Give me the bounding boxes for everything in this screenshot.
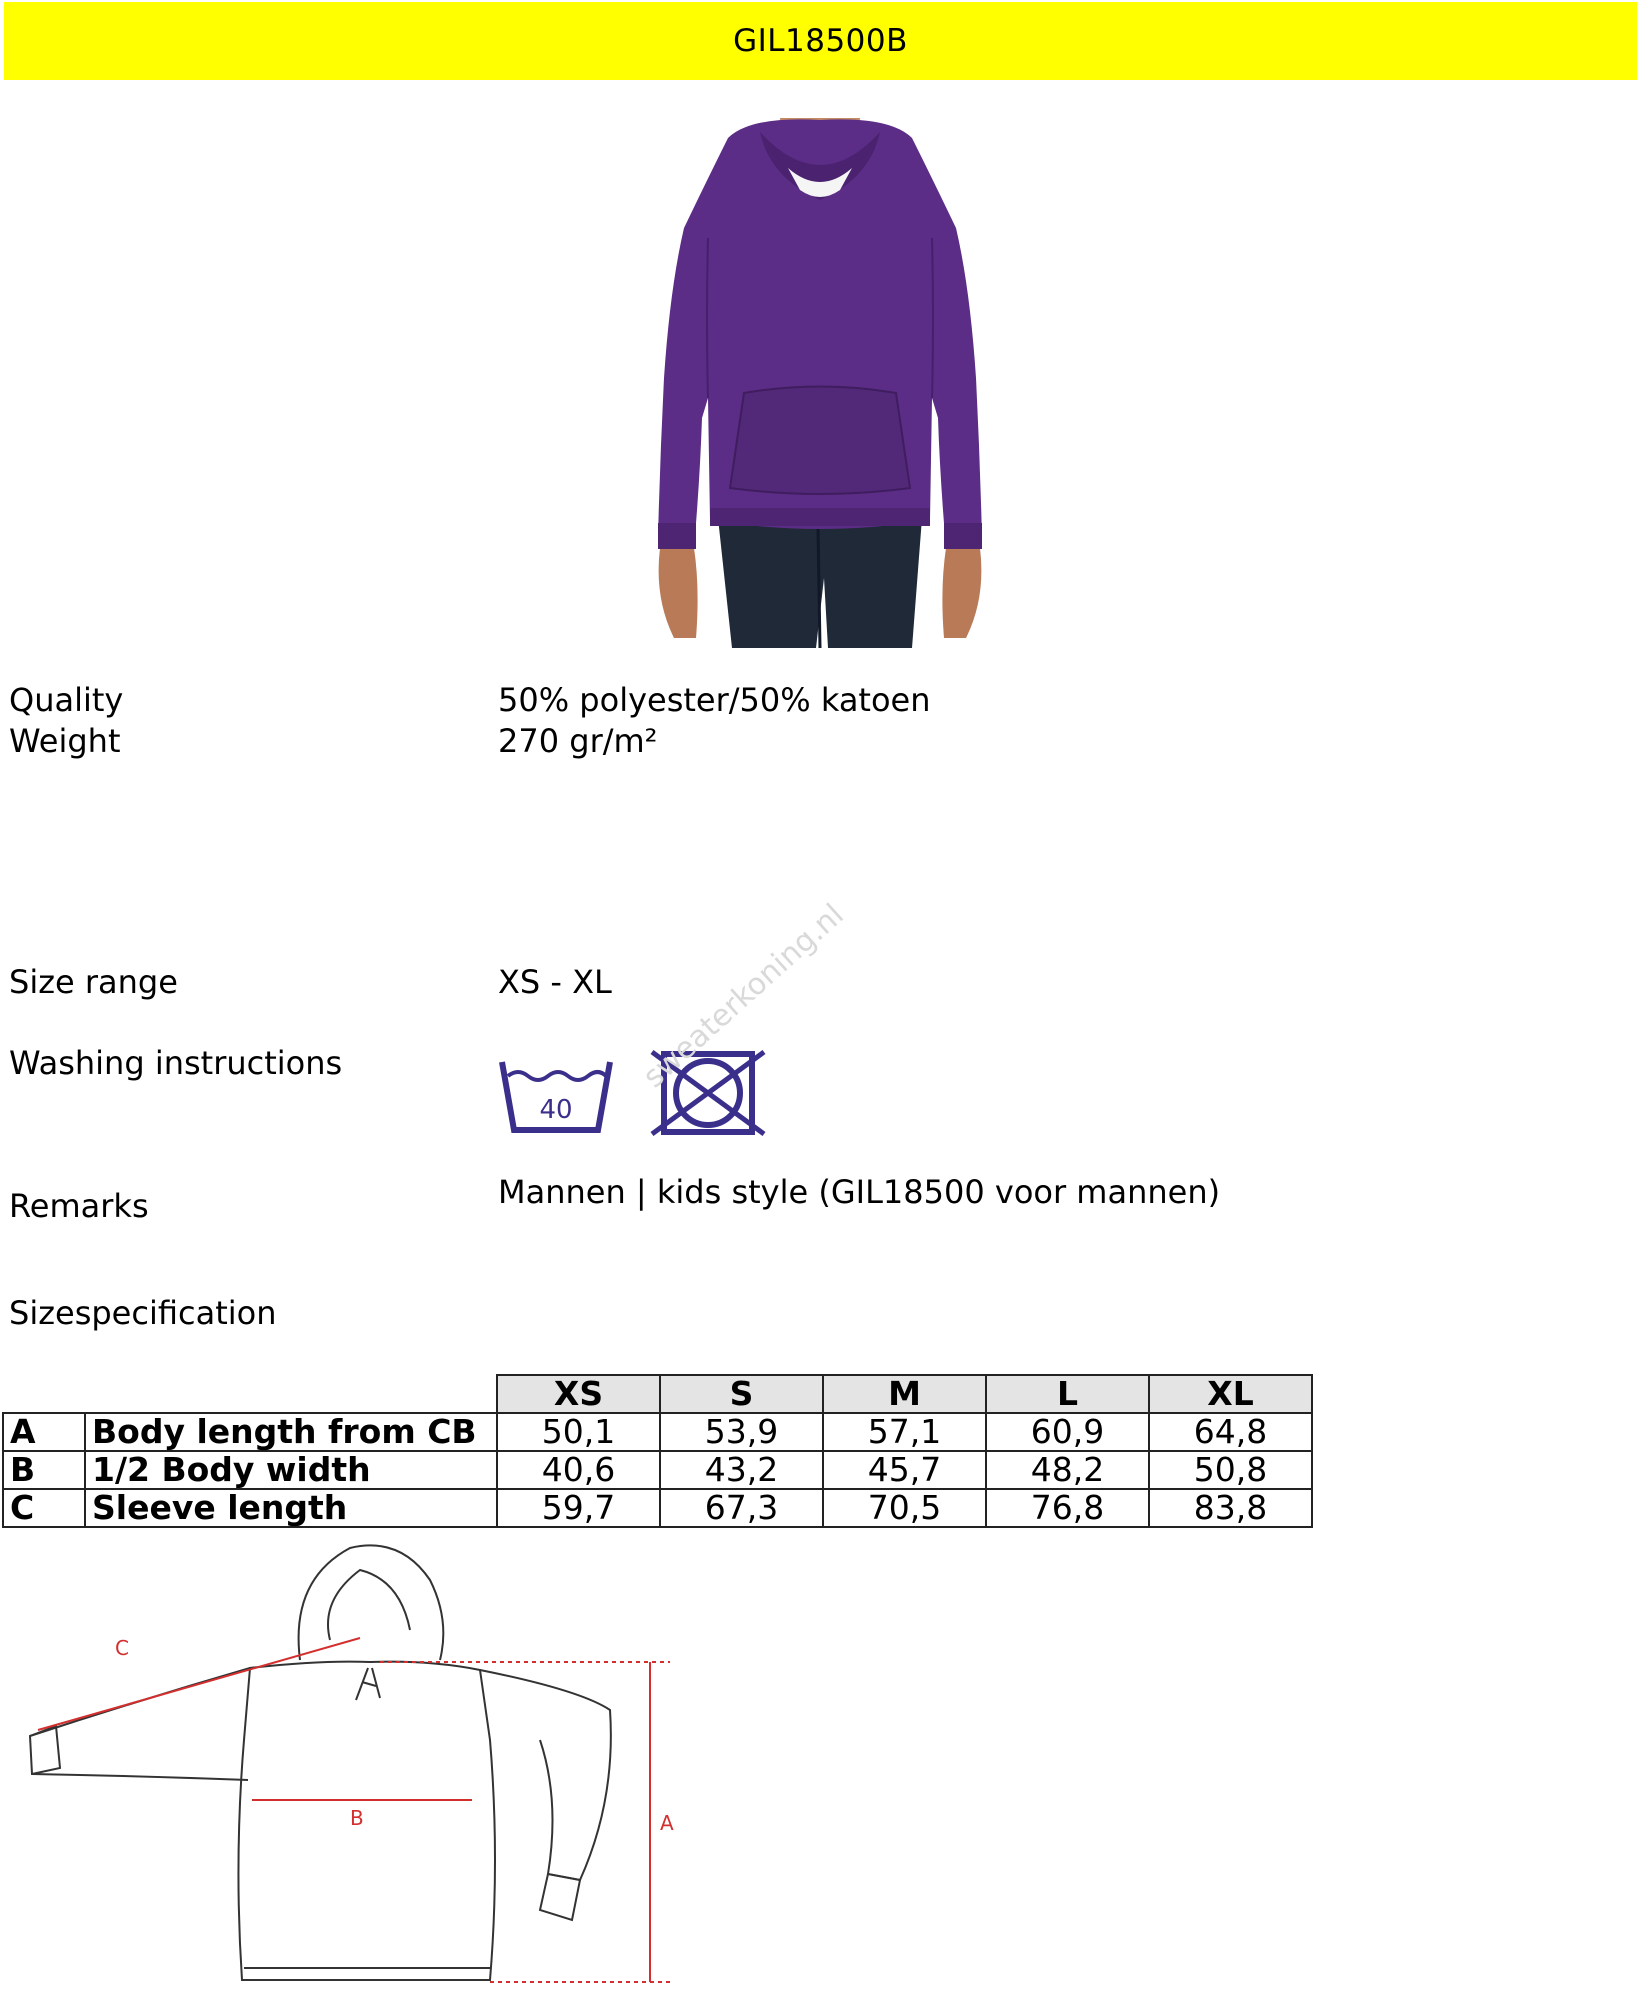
cell-value: 43,2 — [660, 1451, 823, 1489]
wash-40-icon — [498, 1050, 616, 1136]
product-photo — [640, 118, 1000, 648]
watermark: sweaterkoning.nl — [636, 897, 851, 1095]
row-measure: 1/2 Body width — [85, 1451, 497, 1489]
cell-value: 50,8 — [1149, 1451, 1312, 1489]
remarks-label: Remarks — [9, 1187, 149, 1225]
size-range-value: XS - XL — [498, 963, 612, 1001]
product-code: GIL18500B — [733, 23, 908, 59]
size-table — [2, 1374, 1313, 1528]
cell-value: 83,8 — [1149, 1489, 1312, 1527]
size-header-m: M — [823, 1375, 986, 1413]
size-header-row — [3, 1375, 1312, 1413]
quality-label: Quality — [9, 681, 124, 719]
table-row — [3, 1451, 1312, 1489]
cell-value: 48,2 — [986, 1451, 1149, 1489]
size-range-label: Size range — [9, 963, 178, 1001]
washing-instructions-label: Washing instructions — [9, 1044, 343, 1082]
cell-value: 45,7 — [823, 1451, 986, 1489]
cell-value: 67,3 — [660, 1489, 823, 1527]
quality-value: 50% polyester/50% katoen — [498, 681, 931, 719]
size-header-s: S — [660, 1375, 823, 1413]
size-header-xl: XL — [1149, 1375, 1312, 1413]
row-measure: Sleeve length — [85, 1489, 497, 1527]
cell-value: 59,7 — [497, 1489, 660, 1527]
product-code-header — [4, 2, 1637, 80]
diagram-label-b: B — [350, 1806, 364, 1830]
cell-value: 70,5 — [823, 1489, 986, 1527]
wash-temp: 40 — [539, 1095, 573, 1125]
weight-value: 270 gr/m² — [498, 722, 658, 760]
diagram-label-a: A — [660, 1811, 674, 1835]
row-code: B — [3, 1451, 85, 1489]
diagram-label-c: C — [115, 1636, 129, 1660]
cell-value: 57,1 — [823, 1413, 986, 1451]
cell-value: 60,9 — [986, 1413, 1149, 1451]
table-row — [3, 1489, 1312, 1527]
size-header-xs: XS — [497, 1375, 660, 1413]
measurement-diagram — [20, 1540, 700, 2000]
row-measure: Body length from CB — [85, 1413, 497, 1451]
table-row — [3, 1413, 1312, 1451]
cell-value: 40,6 — [497, 1451, 660, 1489]
cell-value: 64,8 — [1149, 1413, 1312, 1451]
row-code: A — [3, 1413, 85, 1451]
remarks-value: Mannen | kids style (GIL18500 voor mannen) — [498, 1173, 1221, 1211]
sizespecification-label: Sizespecification — [9, 1294, 277, 1332]
cell-value: 50,1 — [497, 1413, 660, 1451]
size-header-l: L — [986, 1375, 1149, 1413]
row-code: C — [3, 1489, 85, 1527]
weight-label: Weight — [9, 722, 121, 760]
cell-value: 53,9 — [660, 1413, 823, 1451]
cell-value: 76,8 — [986, 1489, 1149, 1527]
